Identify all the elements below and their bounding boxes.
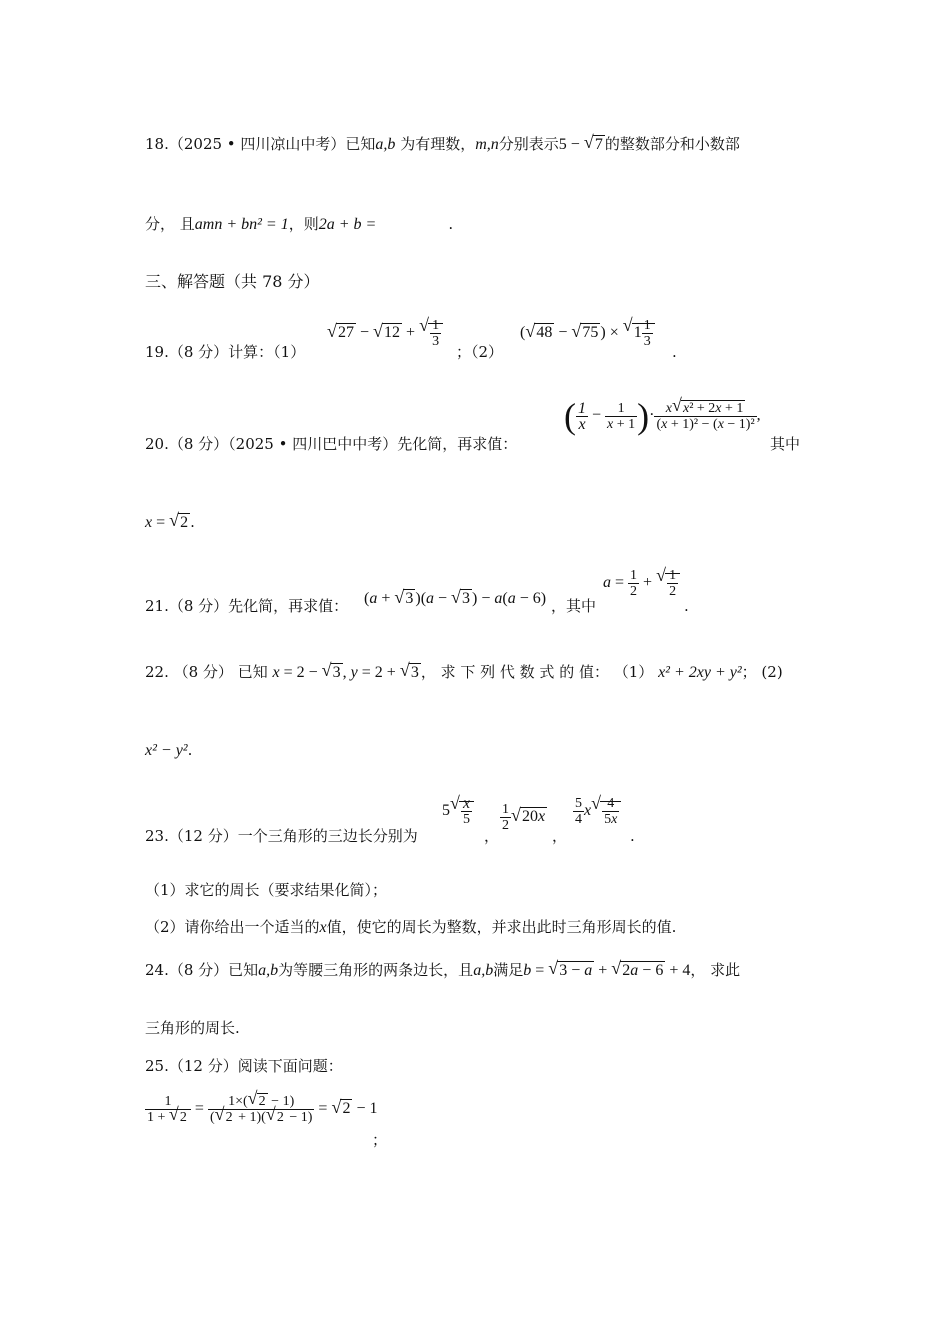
q18-vars-mn: m,n (475, 136, 499, 153)
q18-expr: 5 − √ 7 (559, 136, 605, 153)
q19-mid: ；（2） (456, 343, 504, 361)
q20-label: 20.（8 分）（2025 • 四川巴中中考）先化简，再求值： (145, 435, 518, 453)
q23-comma1: ， (484, 827, 500, 845)
q23-sub2 (145, 917, 676, 938)
q20-end: . (190, 513, 195, 531)
q24-expr: b = √ 3 − a + √ 2a − 6 + 4 (523, 962, 690, 979)
q22-label: 22. （8 分） 已知 (145, 663, 268, 681)
section-heading: 三、解答题（共 78 分） (145, 272, 320, 291)
q19-label: 19.（8 分）计算：（1） (145, 343, 306, 361)
q23-label: 23.（12 分）一个三角形的三边长分别为 (145, 827, 418, 845)
q23-comma2: ， (552, 827, 568, 845)
q22-end: . (187, 741, 193, 759)
q21-cond: a = $\frac{1}{2}$ + √ $\frac{1}{2}$ (603, 568, 680, 599)
q23-side1: 5 √ $\frac{x}{5}$ (442, 796, 474, 827)
q21-label: 21.（8 分）先化简，再求值： (145, 597, 349, 615)
q23-sub2-x: x (319, 919, 327, 936)
q18-text-c: 分别表示 (498, 135, 559, 153)
q25-label: 25.（12 分）阅读下面问题： (145, 1057, 343, 1075)
q21-expr: (a + √ 3 )(a − √ 3 ) − a(a − 6) (364, 590, 546, 608)
q24-mid: 为等腰三角形的两条边长，且 (278, 961, 474, 979)
q22-sep: ； (2) (741, 663, 783, 681)
q22-mid: ， 求 下 列 代 数 式 的 值： （1） (420, 663, 654, 681)
q18-vars-ab: a,b (375, 136, 396, 153)
q24-tail: ， 求此 (690, 961, 741, 979)
q23-sub1: （1）求它的周长（要求结果化简）； (145, 881, 388, 899)
q25-expr: $\frac{1}{1 + √ 2}$ = $\frac{1\times(√ 2 - 1)}{(√ 2 + 1)(√ 2 - 1)}$ = √ 2 − 1 (145, 1094, 377, 1125)
q23-end: . (630, 827, 635, 845)
q20-cond: x = √ 2 . (145, 512, 195, 533)
q22-line2 (145, 740, 192, 761)
q18-text-a: 18.（2025 • 四川凉山中考）已知 (145, 135, 376, 153)
q19-expr2: (√ 48 − √ 75 ) × √ 1 $\frac{1}{3}$ (520, 318, 655, 349)
q22-expr2: x² − y² (145, 742, 188, 759)
q18-text-b: 为有理数， (395, 135, 476, 153)
q18-line2 (145, 214, 453, 235)
q24-mid2: 满足 (493, 961, 524, 979)
q22-cond: x = 2 − √ 3 , y = 2 + √ 3 (273, 664, 421, 681)
q23-side3: $\frac{5}{4}$ x √ $\frac{4}{5x}$ (573, 796, 621, 827)
q22-line1 (145, 662, 783, 683)
q23-side2: $\frac{1}{2}$ √ 20x (500, 802, 547, 833)
q18-ask: 2a + b = (318, 216, 377, 233)
q18-line2-a: 分， 且 (145, 215, 195, 233)
q20-expr: ( $\frac{1}{x}$ − $\frac{1}{x + 1}$ )· $\frac{\text{x√ x² + 2x + 1}}{\text{(x + 1)² − (x − 1)²}}$ , (564, 398, 761, 434)
q25-end: ； (372, 1131, 388, 1149)
q21-end: . (684, 597, 689, 615)
q24-vars: a,b (258, 962, 279, 979)
q18-text-d: 的整数部分和小数部 (604, 135, 740, 153)
q19-expr1: √ 27 − √ 12 + √ $\frac{1}{3}$ (327, 318, 443, 349)
q20-tail: 其中 (770, 435, 801, 453)
q18-equation: amn + bn² = 1 (194, 216, 289, 233)
q24-vars2: a,b (473, 962, 494, 979)
q18-line1 (145, 134, 740, 155)
q18-end: . (448, 215, 454, 233)
q22-expr1: x² + 2xy + y² (658, 664, 742, 681)
q24-line1 (145, 960, 740, 981)
q24-label: 24.（8 分）已知 (145, 961, 259, 979)
q23-sub2-b: 值，使它的周长为整数，并求出此时三角形周长的值. (326, 918, 677, 936)
q24-line2: 三角形的周长. (145, 1019, 240, 1037)
q23-sub2-a: （2）请你给出一个适当的 (145, 918, 320, 936)
q19-end: . (672, 343, 677, 361)
q21-tail: ，其中 (551, 597, 597, 615)
q18-line2-b: ，则 (288, 215, 319, 233)
